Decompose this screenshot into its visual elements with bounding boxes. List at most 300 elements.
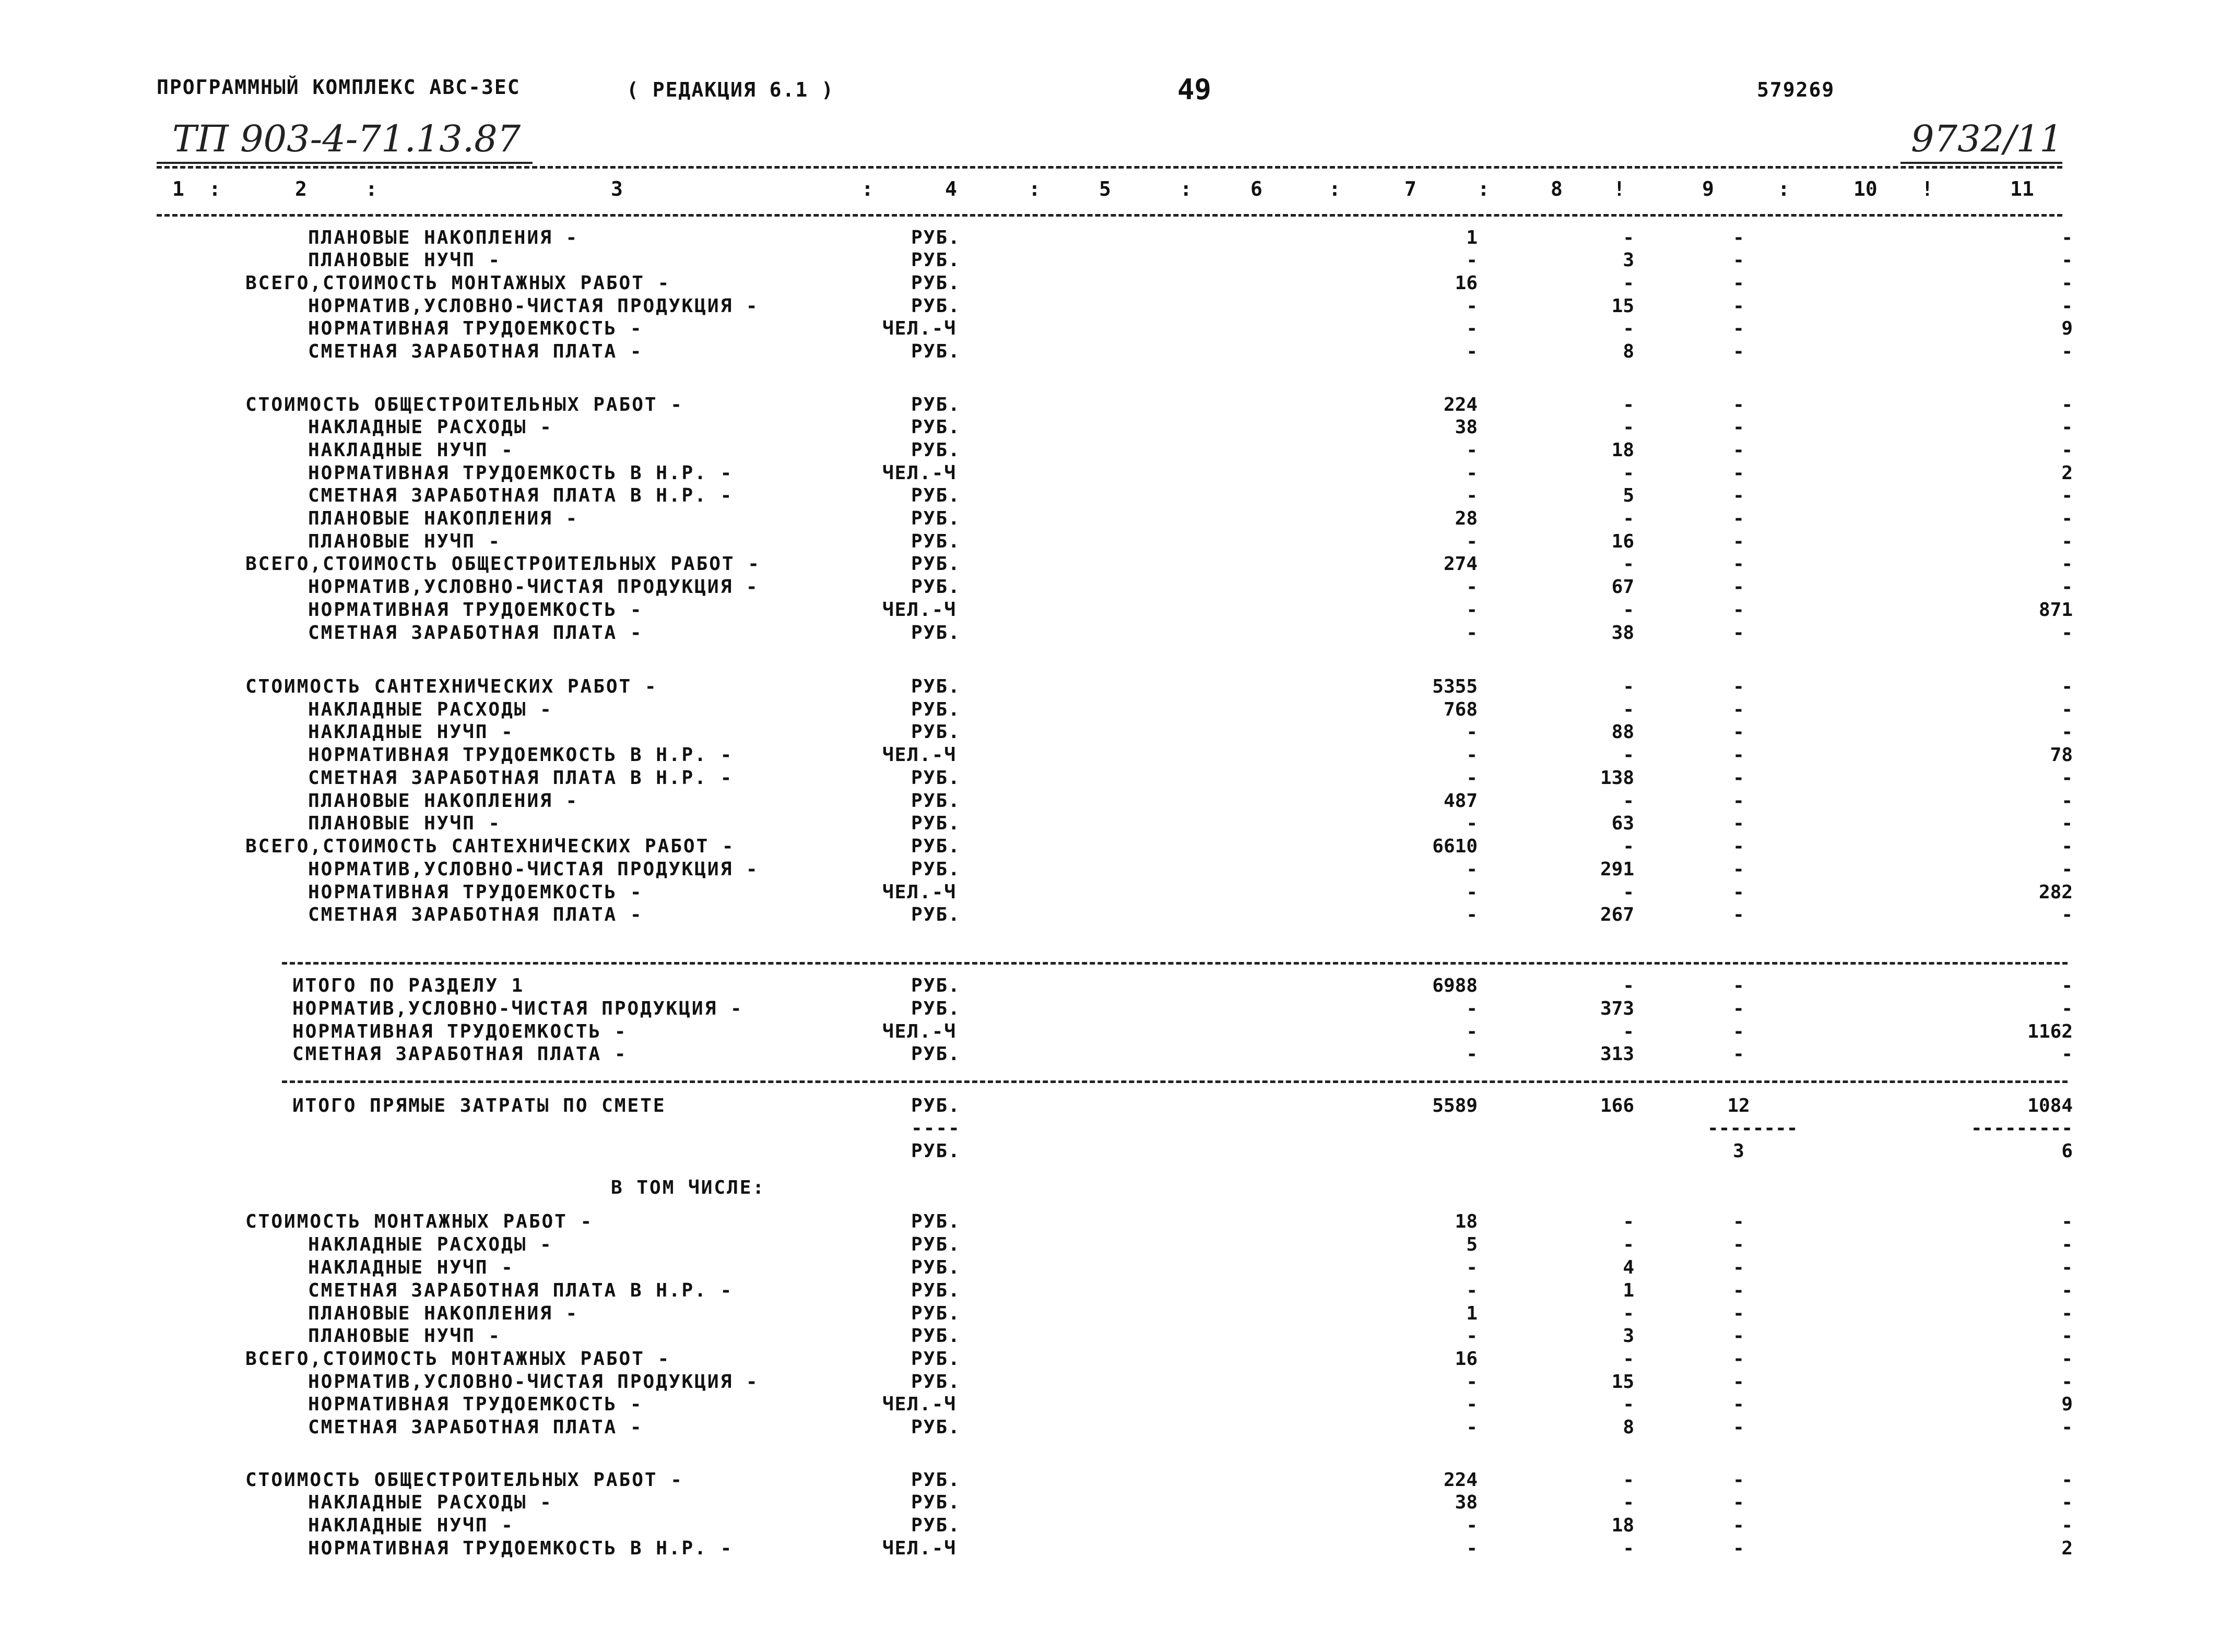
cell-col8: 18	[1611, 439, 1634, 461]
cell-col11: -	[2061, 1303, 2073, 1324]
cell-col8: 16	[1611, 531, 1634, 552]
cell-col7: 38	[1455, 417, 1478, 438]
row-label: НАКЛАДНЫЕ РАСХОДЫ -	[308, 1234, 553, 1255]
column-separator: !	[1921, 177, 1933, 200]
cell-col11: -	[2061, 998, 2073, 1019]
row-label: СМЕТНАЯ ЗАРАБОТНАЯ ПЛАТА В Н.Р. -	[308, 485, 734, 506]
row-unit: РУБ.	[911, 1417, 961, 1438]
cell-col8: -	[1623, 882, 1634, 903]
cell-col11: -	[2061, 904, 2073, 925]
row-unit: РУБ.	[911, 227, 961, 248]
cell-col11: -	[2061, 227, 2073, 248]
cell-col8: -	[1623, 1394, 1634, 1415]
row-unit: РУБ.	[911, 1140, 961, 1162]
cell-col7: -	[1466, 859, 1478, 880]
doc-id-handwritten: ТП 903-4-71.13.87	[172, 117, 521, 160]
cell-col8: -	[1623, 227, 1634, 248]
cell-col7: -	[1466, 1515, 1478, 1536]
cell-col7: -	[1466, 1043, 1478, 1065]
cell-col8: -	[1623, 1469, 1634, 1491]
cell-col11: -	[2061, 341, 2073, 362]
row-label: НОРМАТИВНАЯ ТРУДОЕМКОСТЬ -	[308, 318, 643, 339]
cell-col11: -	[2061, 576, 2073, 598]
cell-col8: -	[1623, 553, 1634, 575]
column-header-11: 11	[2010, 177, 2034, 200]
cell-col7: 224	[1443, 1469, 1478, 1491]
cell-col11: -	[2061, 417, 2073, 438]
row-unit: РУБ.	[911, 1211, 961, 1232]
row-label: НАКЛАДНЫЕ НУЧП -	[308, 721, 514, 743]
column-header-4: 4	[945, 177, 957, 200]
sheet-underline	[1900, 162, 2062, 164]
column-header-7: 7	[1404, 177, 1416, 200]
cell-col7: -	[1466, 767, 1478, 789]
cell-col11: -	[2061, 394, 2073, 415]
cell-col11: -	[2061, 1257, 2073, 1278]
cell-col9: -	[1733, 1538, 1744, 1559]
cell-col8: -	[1623, 1234, 1634, 1255]
cell-col9: -	[1733, 1021, 1744, 1042]
cell-col9: -	[1733, 699, 1744, 720]
cell-col9: -	[1733, 1417, 1744, 1438]
cell-col9: -	[1733, 721, 1744, 743]
cell-col9: -	[1733, 859, 1744, 880]
cell-col7: -	[1466, 341, 1478, 362]
cell-col11: -	[2061, 1043, 2073, 1065]
column-header-2: 2	[295, 177, 307, 200]
cell-col7: 6610	[1432, 836, 1478, 857]
cell-col7: -	[1466, 462, 1478, 484]
row-label: ВСЕГО,СТОИМОСТЬ МОНТАЖНЫХ РАБОТ -	[245, 1348, 671, 1370]
row-unit: РУБ.	[911, 859, 961, 880]
cell-col7: 6988	[1432, 975, 1478, 996]
cell-col8: -	[1623, 744, 1634, 766]
cell-col7: -	[1466, 1257, 1478, 1278]
cell-col7: -	[1466, 1417, 1478, 1438]
row-label: СТОИМОСТЬ МОНТАЖНЫХ РАБОТ -	[245, 1211, 594, 1232]
cell-col8: -	[1623, 1348, 1634, 1370]
cell-col9: -	[1733, 622, 1744, 644]
cell-col9: -	[1733, 1234, 1744, 1255]
row-unit: РУБ.	[911, 699, 961, 720]
row-unit: РУБ.	[911, 531, 961, 552]
cell-col11: 2	[2061, 1538, 2073, 1559]
row-label: ПЛАНОВЫЕ НУЧП -	[308, 813, 502, 834]
row-unit: РУБ.	[911, 1257, 961, 1278]
cell-col11: -	[2061, 1325, 2073, 1347]
cell-col9: -	[1733, 394, 1744, 415]
cell-col11: -	[2061, 721, 2073, 743]
cell-col11: -	[2061, 836, 2073, 857]
row-label: ПЛАНОВЫЕ НАКОПЛЕНИЯ -	[308, 790, 579, 812]
cell-col8: -	[1623, 699, 1634, 720]
cell-col8: -	[1623, 1538, 1634, 1559]
cell-col8: 313	[1600, 1043, 1634, 1065]
row-unit: РУБ.	[911, 1348, 961, 1370]
cell-col7: -	[1466, 439, 1478, 461]
row-unit: РУБ.	[911, 249, 961, 271]
row-label: НОРМАТИВНАЯ ТРУДОЕМКОСТЬ -	[308, 882, 643, 903]
cell-col11: -	[2061, 1515, 2073, 1536]
cell-col8: -	[1623, 1492, 1634, 1513]
row-label: НАКЛАДНЫЕ НУЧП -	[308, 1257, 514, 1278]
cell-col7: -	[1466, 721, 1478, 743]
row-label: ПЛАНОВЫЕ НАКОПЛЕНИЯ -	[308, 1303, 579, 1324]
row-label: НАКЛАДНЫЕ РАСХОДЫ -	[308, 699, 553, 720]
cell-col9: -	[1733, 599, 1744, 621]
cell-col7: 1	[1466, 227, 1478, 248]
cell-col9: -	[1733, 318, 1744, 339]
row-unit: ----	[911, 1118, 961, 1139]
row-label: СМЕТНАЯ ЗАРАБОТНАЯ ПЛАТА -	[308, 341, 643, 362]
cell-col7: 5	[1466, 1234, 1478, 1255]
cell-col7: 1	[1466, 1303, 1478, 1324]
row-label: НАКЛАДНЫЕ НУЧП -	[308, 439, 514, 461]
row-unit: РУБ.	[911, 836, 961, 857]
cell-col9: --------	[1707, 1118, 1798, 1139]
row-unit: РУБ.	[911, 676, 961, 697]
cell-col8: -	[1623, 1021, 1634, 1042]
cell-col7: -	[1466, 576, 1478, 598]
cell-col11: -	[2061, 295, 2073, 317]
row-label: НОРМАТИВ,УСЛОВНО-ЧИСТАЯ ПРОДУКЦИЯ -	[308, 576, 759, 598]
cell-col9: -	[1733, 341, 1744, 362]
row-unit: ЧЕЛ.-Ч	[882, 1394, 957, 1415]
cell-col7: -	[1466, 531, 1478, 552]
cell-col7: 768	[1443, 699, 1478, 720]
cell-col8: 15	[1611, 1371, 1634, 1393]
cell-col8: -	[1623, 1211, 1634, 1232]
cell-col8: 67	[1611, 576, 1634, 598]
cell-col7: -	[1466, 1325, 1478, 1347]
cell-col9: -	[1733, 417, 1744, 438]
cell-col11: -	[2061, 1371, 2073, 1393]
cell-col11: -	[2061, 272, 2073, 294]
cell-col8: -	[1623, 272, 1634, 294]
cell-col9: -	[1733, 1394, 1744, 1415]
row-unit: РУБ.	[911, 1043, 961, 1065]
cell-col11: -	[2061, 622, 2073, 644]
cell-col11: -	[2061, 508, 2073, 529]
cell-col8: -	[1623, 790, 1634, 812]
cell-col11: -	[2061, 859, 2073, 880]
section-separator-2	[282, 1080, 2068, 1083]
row-unit: РУБ.	[911, 1095, 961, 1116]
row-label: НОРМАТИВНАЯ ТРУДОЕМКОСТЬ В Н.Р. -	[308, 462, 734, 484]
row-unit: ЧЕЛ.-Ч	[882, 599, 957, 621]
cell-col11: -	[2061, 531, 2073, 552]
row-label: ПЛАНОВЫЕ НУЧП -	[308, 531, 502, 552]
row-label: ИТОГО ПРЯМЫЕ ЗАТРАТЫ ПО СМЕТЕ	[292, 1095, 666, 1116]
cell-col7: 38	[1455, 1492, 1478, 1513]
row-unit: РУБ.	[911, 394, 961, 415]
cell-col11: 9	[2061, 1394, 2073, 1415]
cell-col7: 5355	[1432, 676, 1478, 697]
cell-col9: -	[1733, 462, 1744, 484]
cell-col9: 3	[1733, 1140, 1744, 1162]
row-unit: РУБ.	[911, 767, 961, 789]
program-title: ПРОГРАММНЫЙ КОМПЛЕКС АВС-3ЕС	[157, 76, 521, 99]
cell-col11: 9	[2061, 318, 2073, 339]
cell-col9: -	[1733, 295, 1744, 317]
cell-col11: -	[2061, 1469, 2073, 1491]
cell-col8: 291	[1600, 859, 1634, 880]
cell-col8: 18	[1611, 1515, 1634, 1536]
row-label: НОРМАТИВНАЯ ТРУДОЕМКОСТЬ -	[292, 1021, 628, 1042]
row-unit: РУБ.	[911, 1515, 961, 1536]
cell-col8: -	[1623, 462, 1634, 484]
row-label: СТОИМОСТЬ САНТЕХНИЧЕСКИХ РАБОТ -	[245, 676, 658, 697]
cell-col9: -	[1733, 227, 1744, 248]
cell-col11: 282	[2038, 882, 2073, 903]
cell-col9: -	[1733, 576, 1744, 598]
cell-col7: -	[1466, 1280, 1478, 1301]
cell-col7: -	[1466, 295, 1478, 317]
cell-col8: 267	[1600, 904, 1634, 925]
page-number: 49	[1177, 73, 1212, 106]
row-unit: РУБ.	[911, 1325, 961, 1347]
row-unit: РУБ.	[911, 439, 961, 461]
cell-col11: 78	[2050, 744, 2073, 766]
cell-col8: 138	[1600, 767, 1634, 789]
column-separator: :	[209, 177, 221, 200]
cell-col7: -	[1466, 1394, 1478, 1415]
cell-col9: -	[1733, 790, 1744, 812]
row-label: ВСЕГО,СТОИМОСТЬ ОБЩЕСТРОИТЕЛЬНЫХ РАБОТ -	[245, 553, 761, 575]
cell-col9: -	[1733, 1257, 1744, 1278]
cell-col11: 2	[2061, 462, 2073, 484]
cell-col7: -	[1466, 249, 1478, 271]
row-unit: РУБ.	[911, 417, 961, 438]
cell-col7: -	[1466, 485, 1478, 506]
cell-col8: -	[1623, 394, 1634, 415]
row-label: НОРМАТИВ,УСЛОВНО-ЧИСТАЯ ПРОДУКЦИЯ -	[308, 295, 759, 317]
cell-col8: 15	[1611, 295, 1634, 317]
cell-col9: -	[1733, 1280, 1744, 1301]
cell-col9: -	[1733, 1325, 1744, 1347]
row-label: ИТОГО ПО РАЗДЕЛУ 1	[292, 975, 525, 996]
cell-col9: -	[1733, 508, 1744, 529]
cell-col7: -	[1466, 1371, 1478, 1393]
column-separator: :	[1180, 177, 1192, 200]
row-label: СМЕТНАЯ ЗАРАБОТНАЯ ПЛАТА -	[308, 1417, 643, 1438]
row-unit: РУБ.	[911, 721, 961, 743]
cell-col9: -	[1733, 1303, 1744, 1324]
cell-col7: 16	[1455, 1348, 1478, 1370]
cell-col8: 8	[1623, 341, 1634, 362]
cell-col9: -	[1733, 439, 1744, 461]
cell-col11: -	[2061, 1348, 2073, 1370]
cell-col8: 4	[1623, 1257, 1634, 1278]
column-header-8: 8	[1551, 177, 1563, 200]
cell-col7: -	[1466, 998, 1478, 1019]
cell-col8: 5	[1623, 485, 1634, 506]
cell-col11: -	[2061, 1211, 2073, 1232]
cell-col7: -	[1466, 318, 1478, 339]
row-label: НОРМАТИВНАЯ ТРУДОЕМКОСТЬ -	[308, 599, 643, 621]
cell-col8: -	[1623, 975, 1634, 996]
column-separator: :	[365, 177, 377, 200]
cell-col8: -	[1623, 508, 1634, 529]
row-unit: ЧЕЛ.-Ч	[882, 462, 957, 484]
row-label: В ТОМ ЧИСЛЕ:	[611, 1177, 766, 1198]
row-label: ПЛАНОВЫЕ НУЧП -	[308, 249, 502, 271]
cell-col9: -	[1733, 553, 1744, 575]
column-header-10: 10	[1853, 177, 1877, 200]
cell-col9: -	[1733, 676, 1744, 697]
cell-col8: 166	[1600, 1095, 1634, 1116]
doc-id-underline	[157, 162, 533, 164]
column-separator: :	[1329, 177, 1341, 200]
column-header-3: 3	[611, 177, 623, 200]
cell-col8: -	[1623, 417, 1634, 438]
row-label: ВСЕГО,СТОИМОСТЬ МОНТАЖНЫХ РАБОТ -	[245, 272, 671, 294]
cell-col8: 8	[1623, 1417, 1634, 1438]
cell-col7: -	[1466, 744, 1478, 766]
cell-col11: 1162	[2027, 1021, 2073, 1042]
row-label: СТОИМОСТЬ ОБЩЕСТРОИТЕЛЬНЫХ РАБОТ -	[245, 394, 683, 415]
row-label: ПЛАНОВЫЕ НАКОПЛЕНИЯ -	[308, 227, 579, 248]
cell-col7: 28	[1455, 508, 1478, 529]
cell-col9: -	[1733, 836, 1744, 857]
cell-col11: 871	[2038, 599, 2073, 621]
document-code: 579269	[1757, 78, 1835, 101]
column-separator: :	[1778, 177, 1790, 200]
row-unit: РУБ.	[911, 813, 961, 834]
row-label: НАКЛАДНЫЕ РАСХОДЫ -	[308, 417, 553, 438]
row-unit: ЧЕЛ.-Ч	[882, 744, 957, 766]
cell-col7: -	[1466, 1538, 1478, 1559]
cell-col9: -	[1733, 998, 1744, 1019]
cell-col7: 5589	[1432, 1095, 1478, 1116]
row-unit: РУБ.	[911, 790, 961, 812]
cell-col7: -	[1466, 622, 1478, 644]
row-label: НОРМАТИВ,УСЛОВНО-ЧИСТАЯ ПРОДУКЦИЯ -	[308, 1371, 759, 1393]
cell-col8: 3	[1623, 249, 1634, 271]
cell-col8: 1	[1623, 1280, 1634, 1301]
cell-col7: -	[1466, 599, 1478, 621]
row-label: СМЕТНАЯ ЗАРАБОТНАЯ ПЛАТА -	[308, 904, 643, 925]
table-top-rule	[157, 166, 2062, 169]
row-unit: ЧЕЛ.-Ч	[882, 318, 957, 339]
row-unit: РУБ.	[911, 1492, 961, 1513]
row-label: НАКЛАДНЫЕ НУЧП -	[308, 1515, 514, 1536]
cell-col11: -	[2061, 553, 2073, 575]
column-header-5: 5	[1099, 177, 1111, 200]
row-unit: РУБ.	[911, 904, 961, 925]
row-unit: РУБ.	[911, 1371, 961, 1393]
cell-col7: -	[1466, 882, 1478, 903]
cell-col11: -	[2061, 1417, 2073, 1438]
row-unit: РУБ.	[911, 341, 961, 362]
cell-col7: 18	[1455, 1211, 1478, 1232]
column-separator: :	[1029, 177, 1041, 200]
row-label: ВСЕГО,СТОИМОСТЬ САНТЕХНИЧЕСКИХ РАБОТ -	[245, 836, 735, 857]
row-unit: РУБ.	[911, 998, 961, 1019]
cell-col9: -	[1733, 1043, 1744, 1065]
row-unit: РУБ.	[911, 295, 961, 317]
column-separator: !	[1613, 177, 1625, 200]
cell-col11: -	[2061, 1280, 2073, 1301]
row-label: НАКЛАДНЫЕ РАСХОДЫ -	[308, 1492, 553, 1513]
cell-col8: -	[1623, 318, 1634, 339]
row-label: СМЕТНАЯ ЗАРАБОТНАЯ ПЛАТА -	[292, 1043, 628, 1065]
row-unit: РУБ.	[911, 1234, 961, 1255]
row-unit: РУБ.	[911, 1280, 961, 1301]
row-label: ПЛАНОВЫЕ НУЧП -	[308, 1325, 502, 1347]
column-header-1: 1	[172, 177, 184, 200]
cell-col9: -	[1733, 531, 1744, 552]
cell-col7: 224	[1443, 394, 1478, 415]
cell-col11: -	[2061, 249, 2073, 271]
row-unit: ЧЕЛ.-Ч	[882, 882, 957, 903]
cell-col9: 12	[1727, 1095, 1750, 1116]
cell-col8: 38	[1611, 622, 1634, 644]
column-separator: :	[861, 177, 873, 200]
row-unit: РУБ.	[911, 1303, 961, 1324]
cell-col11: 6	[2061, 1140, 2073, 1162]
row-unit: РУБ.	[911, 576, 961, 598]
column-header-6: 6	[1250, 177, 1262, 200]
cell-col9: -	[1733, 1515, 1744, 1536]
cell-col9: -	[1733, 882, 1744, 903]
cell-col11: -	[2061, 439, 2073, 461]
section-separator-1	[282, 962, 2068, 965]
cell-col8: -	[1623, 599, 1634, 621]
row-unit: ЧЕЛ.-Ч	[882, 1538, 957, 1559]
row-unit: РУБ.	[911, 975, 961, 996]
row-unit: ЧЕЛ.-Ч	[882, 1021, 957, 1042]
cell-col7: 16	[1455, 272, 1478, 294]
cell-col7: -	[1466, 813, 1478, 834]
cell-col7: 274	[1443, 553, 1478, 575]
cell-col11: -	[2061, 790, 2073, 812]
cell-col7: 487	[1443, 790, 1478, 812]
row-label: НОРМАТИВ,УСЛОВНО-ЧИСТАЯ ПРОДУКЦИЯ -	[308, 859, 759, 880]
row-unit: РУБ.	[911, 1469, 961, 1491]
cell-col8: 3	[1623, 1325, 1634, 1347]
cell-col8: 373	[1600, 998, 1634, 1019]
row-label: СМЕТНАЯ ЗАРАБОТНАЯ ПЛАТА В Н.Р. -	[308, 767, 734, 789]
cell-col7: -	[1466, 904, 1478, 925]
cell-col8: 63	[1611, 813, 1634, 834]
cell-col9: -	[1733, 744, 1744, 766]
cell-col11: -	[2061, 485, 2073, 506]
row-unit: РУБ.	[911, 272, 961, 294]
cell-col8: -	[1623, 676, 1634, 697]
cell-col8: 88	[1611, 721, 1634, 743]
row-label: НОРМАТИВ,УСЛОВНО-ЧИСТАЯ ПРОДУКЦИЯ -	[292, 998, 743, 1019]
row-unit: РУБ.	[911, 485, 961, 506]
cell-col9: -	[1733, 767, 1744, 789]
cell-col7: -	[1466, 1021, 1478, 1042]
row-label: СТОИМОСТЬ ОБЩЕСТРОИТЕЛЬНЫХ РАБОТ -	[245, 1469, 683, 1491]
cell-col9: -	[1733, 975, 1744, 996]
cell-col9: -	[1733, 1211, 1744, 1232]
column-header-rule	[157, 214, 2062, 217]
row-label: НОРМАТИВНАЯ ТРУДОЕМКОСТЬ В Н.Р. -	[308, 1538, 734, 1559]
row-unit: РУБ.	[911, 622, 961, 644]
row-label: СМЕТНАЯ ЗАРАБОТНАЯ ПЛАТА -	[308, 622, 643, 644]
edition-label: ( РЕДАКЦИЯ 6.1 )	[627, 78, 835, 101]
cell-col11: -	[2061, 1492, 2073, 1513]
row-unit: РУБ.	[911, 553, 961, 575]
row-unit: РУБ.	[911, 508, 961, 529]
cell-col11: 1084	[2027, 1095, 2073, 1116]
sheet-number-handwritten: 9732/11	[1911, 117, 2063, 160]
cell-col11: -	[2061, 676, 2073, 697]
cell-col11: ---------	[1970, 1118, 2073, 1139]
